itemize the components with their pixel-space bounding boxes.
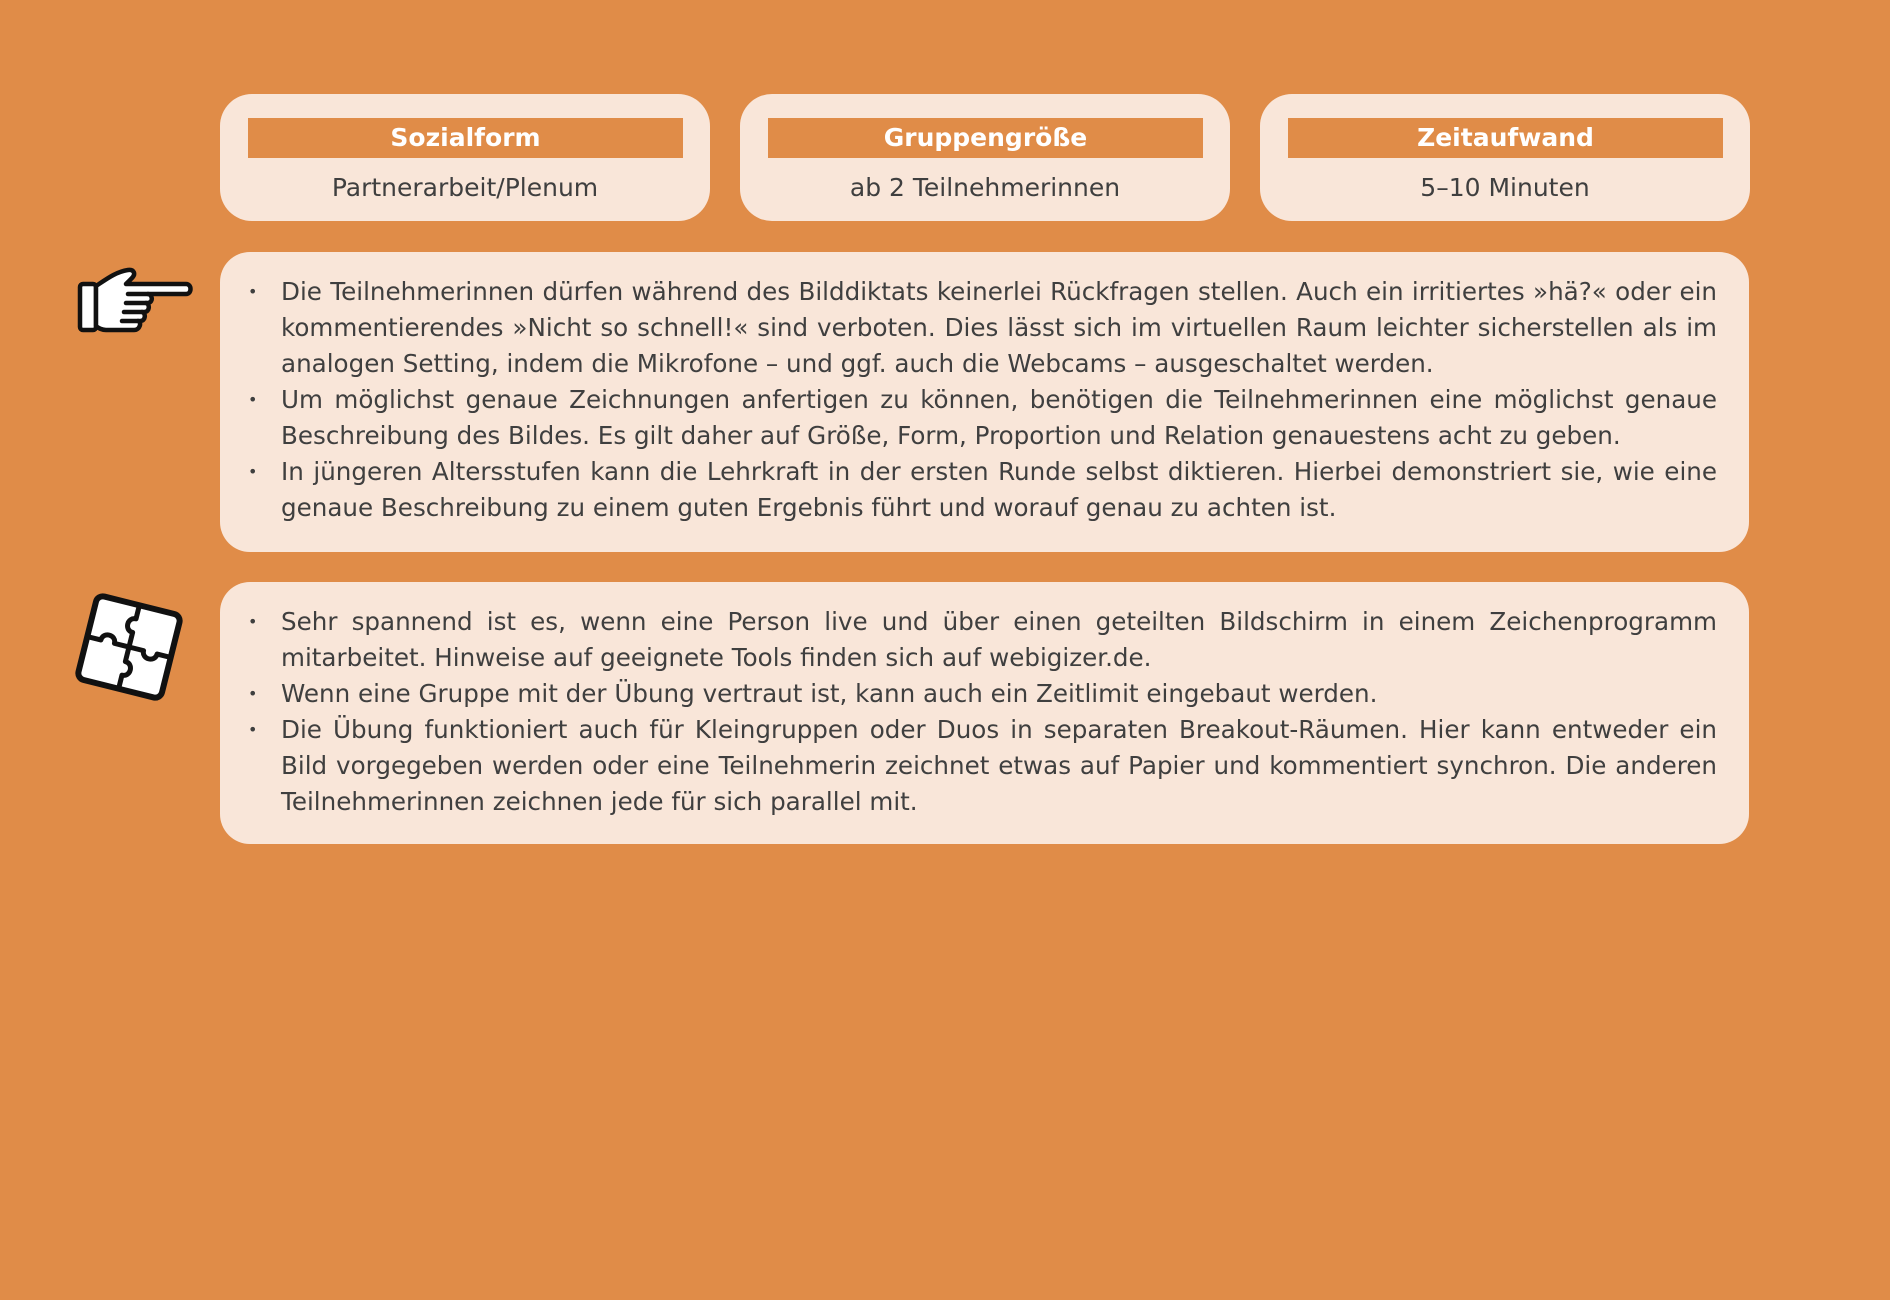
list-item-text: In jüngeren Altersstufen kann die Lehrkraft in der ersten Runde selbst diktieren. Hierbei demonstriert sie, wie eine genaue Beschreibung zu einem guten Ergebnis führt und worauf genau zu achten ist. (281, 457, 1717, 522)
info-card-value: 5–10 Minuten (1420, 173, 1590, 202)
bullet: • (248, 720, 258, 739)
tips-list (244, 274, 1717, 526)
list-item-text: Sehr spannend ist es, wenn eine Person live und über einen geteilten Bildschirm in einem Zeichenprogramm mitarbeitet. Hinweise auf geeignete Tools finden sich auf webigizer.de. (281, 607, 1717, 672)
bullet: • (248, 684, 258, 703)
list-item (244, 382, 1717, 454)
list-item-text: Um möglichst genaue Zeichnungen anfertigen zu können, benötigen die Teilnehmerinnen eine möglichst genaue Beschreibung des Bildes. Es gilt daher auf Größe, Form, Proportion und Relation genauestens acht zu geben. (281, 385, 1717, 450)
info-card-zeitaufwand (1260, 94, 1750, 221)
info-card-value: Partnerarbeit/Plenum (331, 173, 599, 202)
bullet: • (248, 390, 258, 409)
info-card-gruppengroesse (740, 94, 1230, 221)
bullet: • (248, 462, 258, 481)
bullet: • (248, 282, 258, 301)
list-item-text: Wenn eine Gruppe mit der Übung vertraut ist, kann auch ein Zeitlimit eingebaut werden. (281, 679, 1378, 708)
list-item (244, 676, 1717, 712)
info-card-label: Zeitaufwand (1288, 118, 1723, 158)
info-card-value: ab 2 Teilnehmerinnen (849, 173, 1121, 202)
pointing-hand-icon (76, 266, 194, 338)
puzzle-icon (70, 588, 188, 706)
info-card-label: Gruppengröße (768, 118, 1203, 158)
tips-box (220, 252, 1749, 552)
list-item (244, 712, 1717, 820)
list-item (244, 454, 1717, 526)
list-item-text: Die Teilnehmerinnen dürfen während des Bilddiktats keinerlei Rückfragen stellen. Auch ein irritiertes »hä?« oder ein kommentierendes »Nicht so schnell!« sind verboten. Dies lässt sich im virtuellen Raum leichter sicherstellen als im analogen Setting, indem die Mikrofone – und ggf. auch die Webcams – ausgeschaltet werden. (281, 277, 1717, 378)
list-item-text: Die Übung funktioniert auch für Kleingruppen oder Duos in separaten Breakout-Räumen. Hier kann entweder ein Bild vorgegeben werden oder eine Teilnehmerin zeichnet etwas auf Papier und kommentiert synchron. Die anderen Teilnehmerinnen zeichnen jede für sich parallel mit. (281, 715, 1717, 816)
variations-list (244, 604, 1717, 820)
list-item (244, 274, 1717, 382)
variations-box (220, 582, 1749, 844)
list-item (244, 604, 1717, 676)
info-card-label: Sozialform (248, 118, 683, 158)
info-card-sozialform (220, 94, 710, 221)
bullet: • (248, 612, 258, 631)
